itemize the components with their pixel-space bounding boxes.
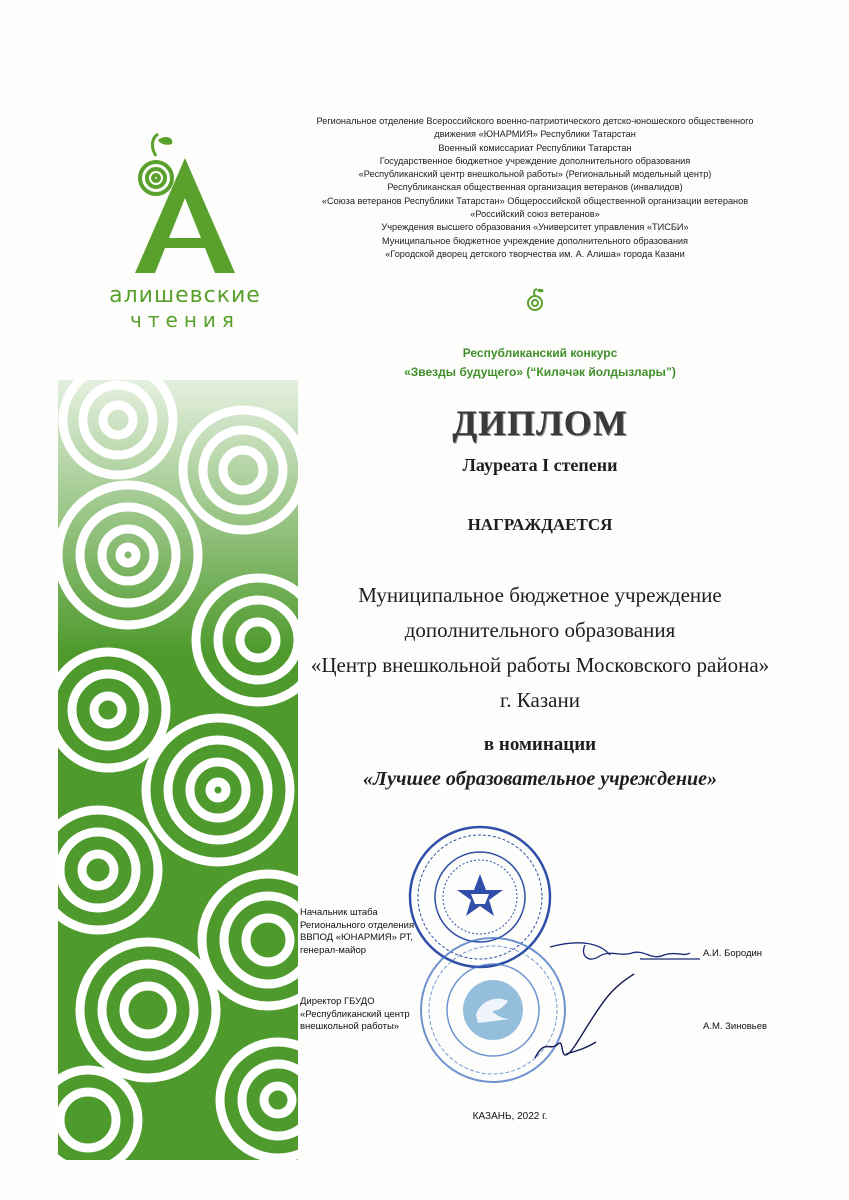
city-year-footer: КАЗАНЬ, 2022 г. xyxy=(472,1111,548,1122)
diploma-degree: Лауреата I степени xyxy=(462,455,618,475)
signature-zinovyev-icon xyxy=(530,968,640,1078)
organizer-line: Региональное отделение Всероссийского военно-патриотического детско-юношеского общественного xyxy=(316,116,754,126)
second-signer-title-line: Директор ГБУДО xyxy=(300,996,375,1007)
organizers-list xyxy=(270,115,800,261)
contest-line1: Республиканский конкурс xyxy=(462,346,618,360)
organizer-line: Учреждения высшего образования «Университет управления «ТИСБИ» xyxy=(381,222,689,233)
organizer-line: Республиканская общественная организация ветеранов (инвалидов) xyxy=(387,182,683,193)
recipient-line: «Центр внешкольной работы Московского района» xyxy=(310,653,770,677)
nomination-value: «Лучшее образовательное учреждение» xyxy=(363,768,717,790)
logo-text-line1: алишевские xyxy=(109,283,261,308)
awarded-label: НАГРАЖДАЕТСЯ xyxy=(467,515,613,534)
contest-line2: «Звезды будущего» (“Киләчәк йолдызлары”) xyxy=(404,365,676,379)
organizer-line: «Городской дворец детского творчества им. А. Алиша» города Казани xyxy=(385,248,685,259)
recipient-line: г. Казани xyxy=(500,688,580,712)
sprout-icon xyxy=(524,287,546,313)
first-signer-title xyxy=(300,907,414,957)
organizer-line: движения «ЮНАРМИЯ» Республики Татарстан xyxy=(434,129,636,140)
first-signer-title-line: генерал-майор xyxy=(300,944,367,956)
alishev-readings-logo xyxy=(100,128,270,332)
nomination-label: в номинации xyxy=(483,734,597,755)
logo-text-line2: чтения xyxy=(130,308,240,332)
organizer-line: «Республиканский центр внешкольной работы» (Региональный модельный центр) xyxy=(358,169,712,180)
organizer-line: Государственное бюджетное учреждение дополнительного образования xyxy=(379,155,691,166)
recipient-block xyxy=(280,578,800,718)
recipient-line: дополнительного образования xyxy=(404,618,676,642)
spiral-pattern-icon xyxy=(58,380,298,1160)
organizer-line: Военный комиссариат Республики Татарстан xyxy=(438,142,632,153)
recipient-line: Муниципальное бюджетное учреждение xyxy=(358,583,722,607)
first-signer-title-line: ВВПОД «ЮНАРМИЯ» РТ, xyxy=(300,932,413,943)
organizer-line: «Союза ветеранов Республики Татарстан» Общероссийской общественной организации ветеранов xyxy=(321,195,749,206)
first-signer-title-line: Регионального отделения xyxy=(300,919,415,931)
second-signer-title xyxy=(300,996,410,1034)
spiral-band-decoration xyxy=(58,380,298,1160)
second-signer-title-line: внешкольной работы» xyxy=(300,1021,400,1032)
diploma-title: ДИПЛОМ xyxy=(452,403,628,443)
first-signer-title-line: Начальник штаба xyxy=(300,907,378,918)
second-signer-name: А.М. Зиновьев xyxy=(703,1021,768,1032)
organizer-line: «Российский союз ветеранов» xyxy=(470,209,600,220)
logo-letter-a-icon xyxy=(100,128,270,278)
second-signer-title-line: «Республиканский центр xyxy=(300,1008,410,1020)
contest-heading xyxy=(300,344,780,382)
first-signer-name: А.И. Бородин xyxy=(703,948,763,959)
organizer-line: Муниципальное бюджетное учреждение дополнительного образования xyxy=(381,235,689,246)
